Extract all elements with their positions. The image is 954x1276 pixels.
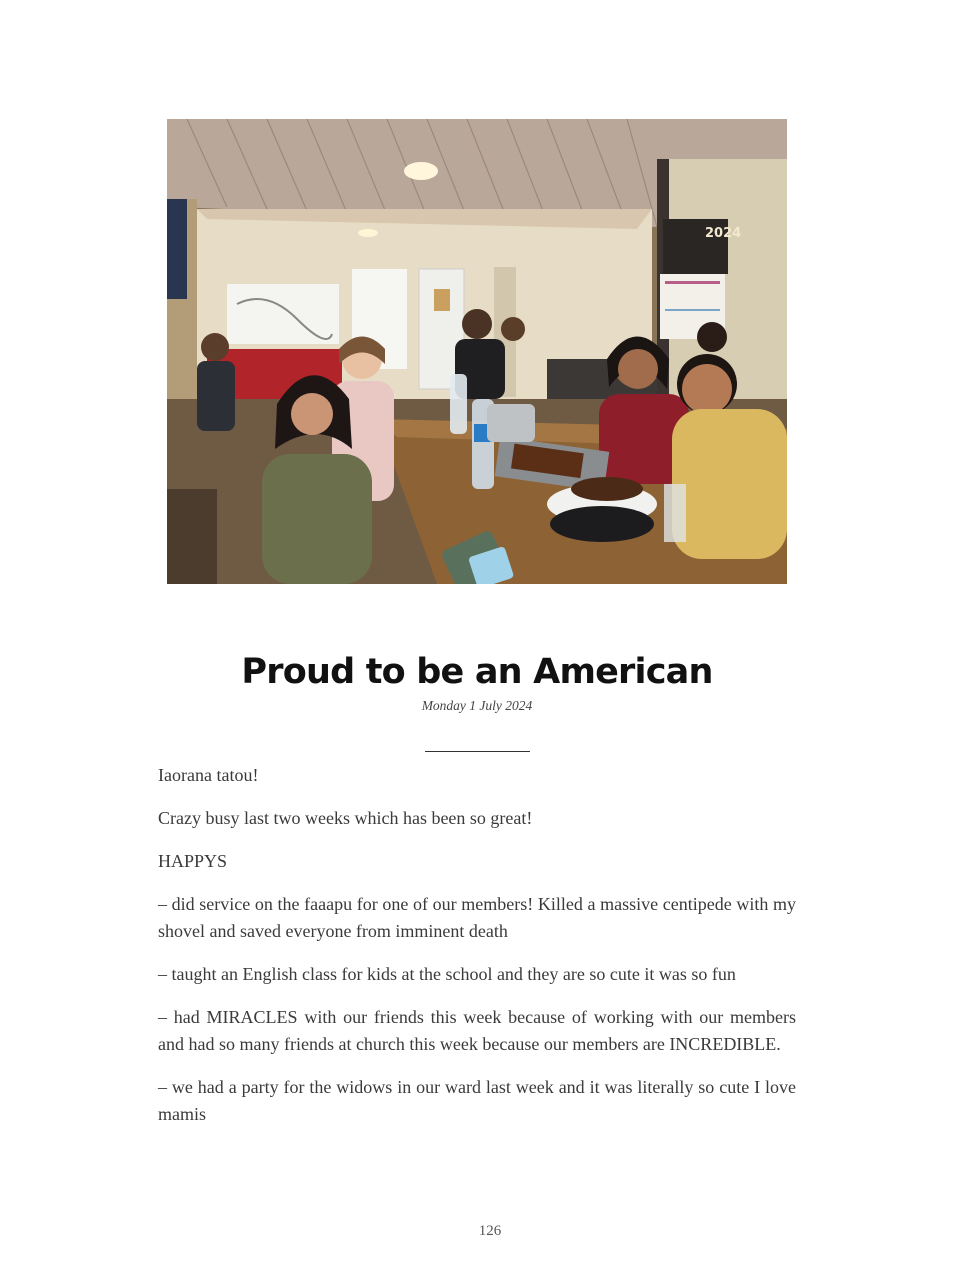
section-divider bbox=[425, 751, 530, 752]
group-photo bbox=[167, 119, 787, 584]
paragraph: Iaorana tatou! bbox=[158, 765, 259, 785]
photo-scene bbox=[167, 119, 787, 584]
paragraph: – taught an English class for kids at the school and they are so cute it was so fun bbox=[158, 964, 736, 984]
paragraph: – did service on the faaapu for one of our members! Killed a massive centipede with my shovel and saved everyone from imminent death bbox=[158, 894, 796, 941]
article-body bbox=[158, 762, 796, 1144]
article-title: Proud to be an American bbox=[241, 652, 713, 692]
paragraph: – had MIRACLES with our friends this week because of working with our members and had so many friends at church this week because our members are INCREDIBLE. bbox=[158, 1007, 796, 1054]
page-number: 126 bbox=[478, 1223, 502, 1239]
article-date: Monday 1 July 2024 bbox=[421, 698, 533, 713]
paragraph: HAPPYS bbox=[158, 851, 228, 871]
paragraph: – we had a party for the widows in our ward last week and it was literally so cute I love mamis bbox=[158, 1077, 796, 1124]
calendar-year: 2024 bbox=[705, 226, 742, 241]
paragraph: Crazy busy last two weeks which has been so great! bbox=[158, 808, 533, 828]
